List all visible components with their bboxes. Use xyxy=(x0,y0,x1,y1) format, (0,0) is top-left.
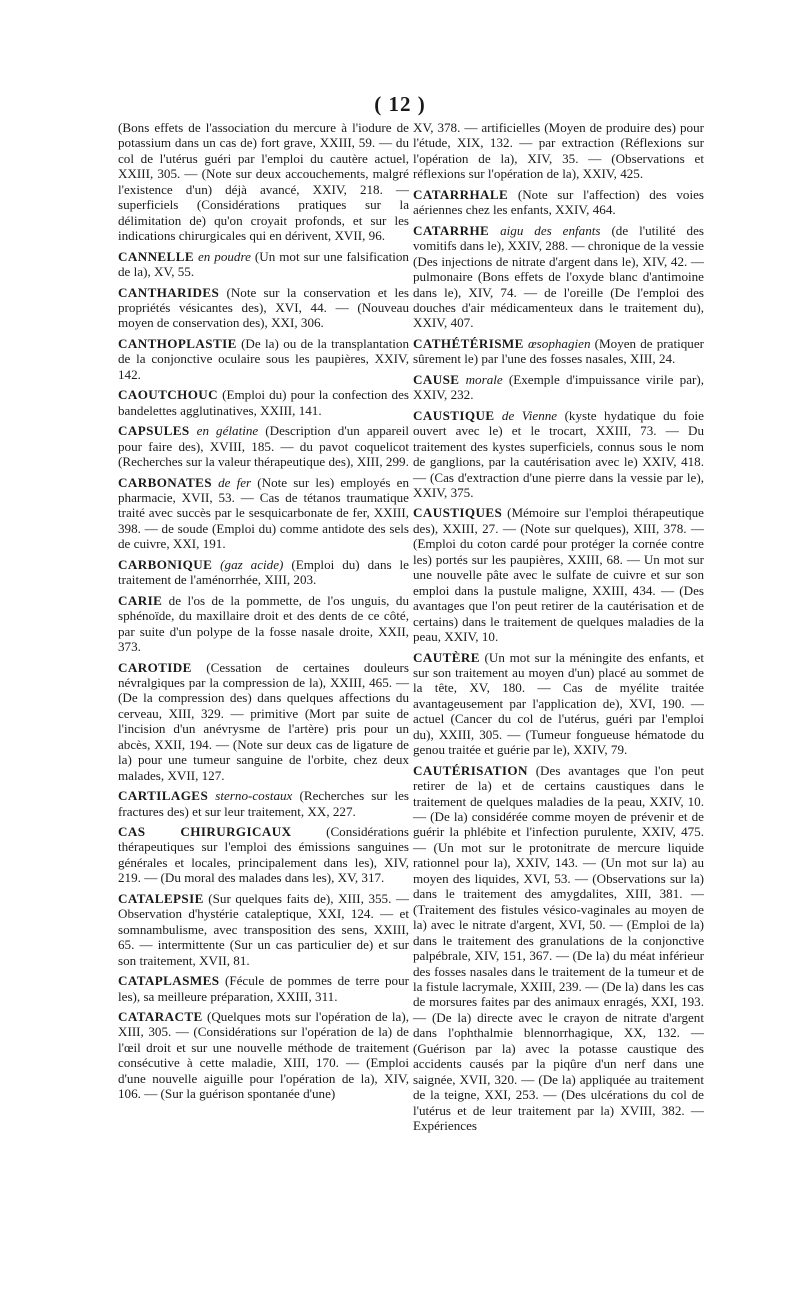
entry-text: (Mémoire sur l'emploi thérapeutique des), XXIII, 27. — (Note sur quelques), XIII, 378. — (Emploi du coton cardé pour protéger la cornée contre les) portés sur les paupières, XXIII, 68. — Un mot sur une nouvelle pâte avec le sulfate de cuivre et sur son emploi dans la pustule maligne, XXIII, 434. — (Des avantages que l'on peut retirer de la cautérisation et de certains) dans le traitement de quelques maladies de la peau, XXIV, 10. xyxy=(413,505,704,645)
entry-headword: CAUTÈRE xyxy=(413,649,480,665)
entry-headword: CATHÉTÉRISME xyxy=(413,335,524,351)
index-entry xyxy=(118,593,409,655)
index-entry xyxy=(118,285,409,331)
entry-text: (Sur quelques faits de), XIII, 355. — Observation d'hystérie cataleptique, XXI, 124. — et somnambulisme, avec transposition des sens, XXIII, 65. — intermittente (Sur un cas particulier de) et sur son traitement, XVII, 81. xyxy=(118,890,409,968)
entry-headword: CARIE xyxy=(118,592,163,608)
entry-text: (Un mot sur la méningite des enfants, et sur son traitement au moyen d'un) placé au sommet de la tête, XV, 180. — Cas de myélite traitée avantageusement par l'application de), XVI, 190. — actuel (Cancer du col de l'utérus, guéri par l'emploi du), XXIII, 305. — (Tumeur fongueuse hématode du genou traitée et guérie par le), XXIV, 79. xyxy=(413,649,704,758)
entry-headword: CAUTÉRISATION xyxy=(413,762,528,778)
entry-text: (Cessation de certaines douleurs névralgiques par la compression de la), XXIII, 465. — (De la compression des) dans quelques affections du cerveau, XIII, 329. — primitive (Mort par suite de l'incision d'un anévrysme de l'artère) pris pour un abcès, XXII, 194. — (Note sur deux cas de ligature de la) pour une tumeur sanguine de l'orbite, chez deux malades, XVII, 127. xyxy=(118,659,410,783)
index-entry xyxy=(118,824,409,886)
entry-headword: CATARRHALE xyxy=(413,186,509,202)
index-entry xyxy=(413,187,704,218)
entry-headword: CANTHARIDES xyxy=(118,284,220,300)
entry-headword: CAUSE xyxy=(413,371,460,387)
entry-headword: CAPSULES xyxy=(118,423,190,439)
entry-headword: CARBONATES xyxy=(118,474,212,490)
entry-text: (de l'utilité des vomitifs dans le), XXIV, 288. — chronique de la vessie (Des injections de nitrate d'argent dans le), XIV, 42. — pulmonaire (Bons effets de l'oxyde blanc d'antimoine dans le), XIV, 74. — de l'oreille (De l'emploi des douches d'air médicamenteux dans le traitement du), XXIV, 407. xyxy=(413,222,704,331)
index-entry xyxy=(413,336,704,367)
entry-qualifier: en poudre xyxy=(197,248,251,264)
index-entry xyxy=(118,387,409,418)
left-column xyxy=(118,120,409,1107)
entry-text: (Note sur les) employés en pharmacie, XVII, 53. — Cas de tétanos traumatique traité avec succès par le sesquicarbonate de fer, XXIII, 398. — de soude (Emploi du) comme antidote des sels de cuivre, XXI, 191. xyxy=(118,474,409,552)
entry-headword: CATARACTE xyxy=(118,1009,203,1025)
entry-headword: CATALEPSIE xyxy=(118,890,204,906)
entry-text: (Note sur l'affection) des voies aériennes chez les enfants, XXIV, 464. xyxy=(413,186,704,218)
entry-text: (De la) ou de la transplantation de la conjonctive oculaire sous les paupières, XXIV, 142. xyxy=(118,335,409,382)
entry-text: (Emploi du) pour la confection des bandelettes agglutinatives, XXIII, 141. xyxy=(118,387,409,418)
index-entry xyxy=(413,408,704,501)
entry-qualifier: aigu des enfants xyxy=(500,222,601,238)
index-entry xyxy=(118,557,409,588)
entry-text: (Des avantages que l'on peut retirer de la) et de certains caustiques dans le traitement de quelques maladies de la peau, XXIV, 10. — (De la) considérée comme moyen de prévenir et de guérir la phlébite et l'infection purulente, XXIV, 475. — (Un mot sur le protonitrate de mercure liquide rationnel pour la), XXIV, 143. — (Un mot sur la) au moyen des liquides, XVI, 53. — (Observations sur la) dans le traitement des amygdalites, XIII, 381. — (Traitement des fistules vésico-vaginales au moyen de la) avec le nitrate d'argent, XVI, 50. — (Emploi de la) dans le traitement des granulations de la conjonctive palpébrale, XIV, 151, 367. — (De la) du méat inférieur des fosses nasales dans le traitement de la tumeur et de la fistule lacrymale, XXIII, 239. — (De la) dans les cas de morsures faites par des animaux enragés, XXI, 193. — (De la) directe avec le crayon de nitrate d'argent dans l'ophthalmie blennorrhagique, XX, 132. — (Guérison par la) avec la potasse caustique des accidents causés par la piqûre d'un nerf dans une saignée, XVII, 320. — (De la) appliquée au traitement de la teigne, XXI, 253. — (Des ulcérations du col de l'utérus et de leur traitement par la) XVIII, 382. — Expériences xyxy=(413,762,704,1134)
page-number: ( 12 ) xyxy=(374,92,426,116)
right-column xyxy=(413,120,704,1139)
index-entry xyxy=(413,650,704,758)
entry-qualifier: de fer xyxy=(218,474,252,490)
entry-headword: CAUSTIQUE xyxy=(413,407,495,423)
entry-text: (Emploi du) dans le traitement de l'aménorrhée, XIII, 203. xyxy=(118,556,409,588)
entry-text: (kyste hydatique du foie ouvert avec le) et le trocart, XXIII, 73. — Du traitement des kystes superficiels, connus sous le nom de ganglions, par la cautérisation avec le) XXIV, 418. — (Cas d'extraction d'une pierre dans la vessie par le), XXIV, 375. xyxy=(413,407,704,500)
index-entry xyxy=(413,763,704,1134)
entry-text: (Bons effets de l'association du mercure à l'iodure de potassium dans un cas de) fort grave, XXIII, 59. — du col de l'utérus guéri par l'emploi du cautère actuel, XXIII, 305. — (Note sur deux accouchements, malgré l'existence d'un) déjà avancé, XXIV, 218. — superficiels (Considérations pratiques sur la délimitation de) qu'on croyait profonds, et sur les indications chirurgicales qui en dérivent, XVII, 96. xyxy=(118,120,409,244)
index-entry xyxy=(118,249,409,280)
entry-headword: CANTHOPLASTIE xyxy=(118,335,237,351)
entry-headword: CANNELLE xyxy=(118,248,194,264)
index-entry xyxy=(118,973,409,1004)
index-entry xyxy=(118,891,409,968)
entry-text: (Fécule de pommes de terre pour les), sa meilleure préparation, XXIII, 311. xyxy=(118,973,409,1004)
entry-qualifier: morale xyxy=(465,371,503,387)
entry-text: (Description d'un appareil pour faire des), XVIII, 185. — du pavot coquelicot (Recherches sur la valeur thérapeutique des), XIII, 299. xyxy=(118,423,409,470)
entry-text: (Exemple d'impuissance virile par), XXIV, 232. xyxy=(413,371,704,403)
entry-headword: CAS CHIRURGICAUX xyxy=(118,824,292,840)
entry-text: (Moyen de pratiquer sûrement le) par l'une des fosses nasales, XIII, 24. xyxy=(413,335,704,367)
index-entry xyxy=(118,336,409,382)
entry-qualifier: sterno-costaux xyxy=(215,788,293,804)
entry-qualifier: en gélatine xyxy=(196,423,259,439)
entry-qualifier: (gaz acide) xyxy=(220,556,284,572)
entry-text: XV, 378. — artificielles (Moyen de produire des) pour l'étude, XIX, 132. — par extraction (Réflexions sur l'opération de la), XIV, 35. — (Observations et réflexions sur l'opération de la), XXIV, 425. xyxy=(413,120,704,182)
entry-text: (Un mot sur une falsification de la), XV, 55. xyxy=(118,248,409,280)
entry-headword: CATAPLASMES xyxy=(118,973,220,989)
index-entry xyxy=(118,660,409,784)
index-entry xyxy=(413,223,704,331)
entry-headword: CAROTIDE xyxy=(118,659,192,675)
index-entry xyxy=(413,505,704,644)
entry-qualifier: de Vienne xyxy=(501,407,558,423)
entry-headword: CAUSTIQUES xyxy=(413,505,503,521)
entry-text: (Note sur la conservation et les propriétés vésicantes des), XVI, 44. — (Nouveau moyen de conservation des), XXI, 306. xyxy=(118,284,409,331)
index-entry xyxy=(118,475,409,552)
entry-headword: CARTILAGES xyxy=(118,788,209,804)
entry-text: (Quelques mots sur l'opération de la), XIII, 305. — (Considérations sur l'opération de la) de l'œil droit et sur une nouvelle méthode de traitement consécutive à cette maladie, XIII, 170. — (Emploi d'une nouvelle aiguille pour l'opération de la), XIV, 106. — (Sur la guérison spontanée d'une) xyxy=(118,1009,409,1102)
entry-text: (Considérations thérapeutiques sur l'emploi des émissions sanguines générales et locales, principalement dans les), XIV, 219. — (Du moral des malades dans les), XV, 317. xyxy=(118,824,409,886)
entry-qualifier: œsophagien xyxy=(527,335,591,351)
entry-headword: CATARRHE xyxy=(413,222,490,238)
entry-text: de l'os de la pommette, de l'os unguis, du sphénoïde, du maxillaire droit et des dents de ce côté, par suite d'un polype de la fosse nasale droite, XXII, 373. xyxy=(118,592,409,655)
index-entry xyxy=(118,423,409,469)
index-entry xyxy=(118,1009,409,1102)
index-entry xyxy=(413,372,704,403)
entry-headword: CAOUTCHOUC xyxy=(118,387,219,403)
index-entry-continuation xyxy=(118,120,409,244)
index-entry-continuation xyxy=(413,120,704,182)
index-entry xyxy=(118,788,409,819)
entry-text: (Recherches sur les fractures des) et sur leur traitement, XX, 227. xyxy=(118,788,409,819)
entry-headword: CARBONIQUE xyxy=(118,556,213,572)
